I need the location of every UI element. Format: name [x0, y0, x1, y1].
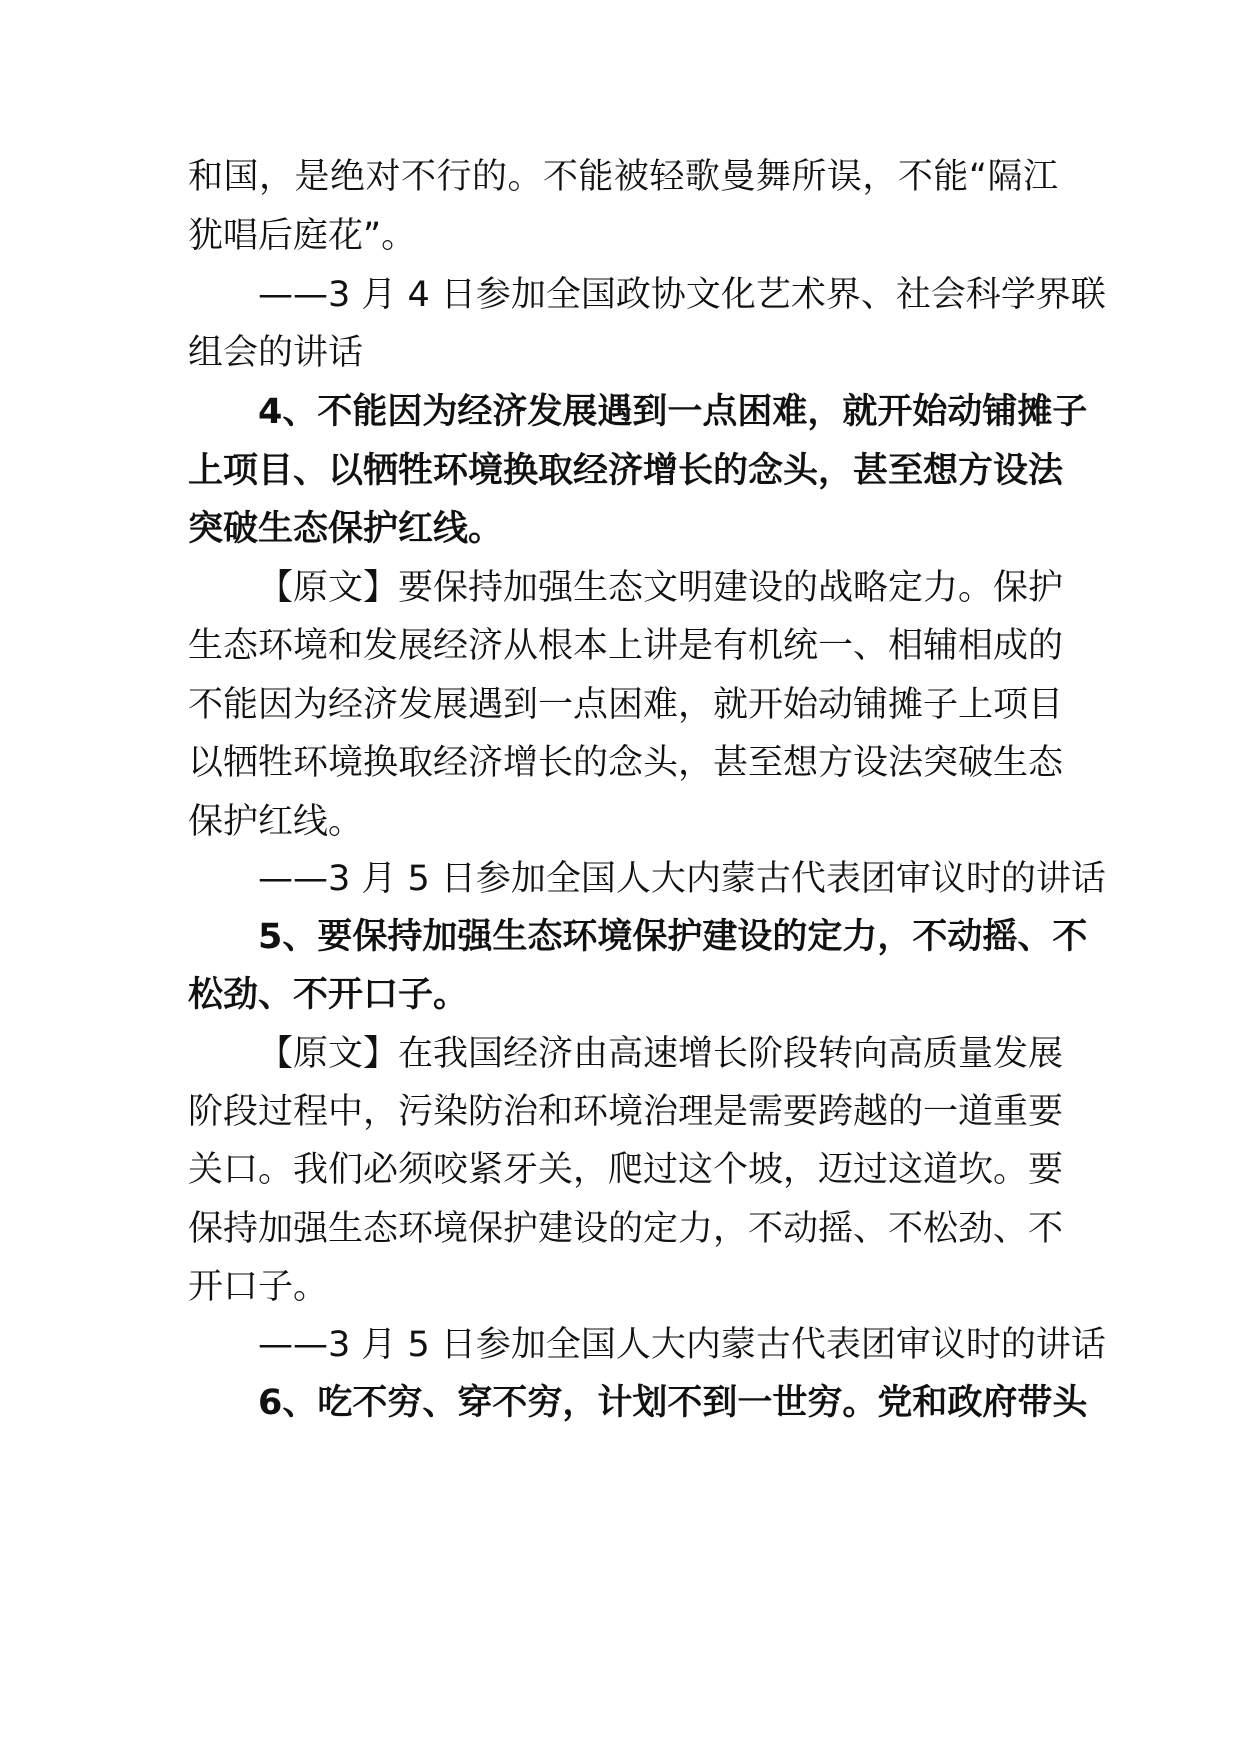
body-text-line: 和国，是绝对不行的。不能被轻歌曼舞所误，不能“隔江: [188, 157, 1058, 197]
section-heading-4: 突破生态保护红线。: [188, 509, 504, 549]
original-text-paragraph: 【原文】在我国经济由高速增长阶段转向高质量发展: [258, 1034, 1064, 1074]
original-text-paragraph: 生态环境和发展经济从根本上讲是有机统一、相辅相成的: [188, 626, 1064, 666]
source-attribution-line: ——3 月 5 日参加全国人大内蒙古代表团审议时的讲话: [258, 1325, 1106, 1365]
section-heading-5: 5、要保持加强生态环境保护建设的定力，不动摇、不: [258, 917, 1088, 957]
original-text-paragraph: 开口子。: [188, 1267, 329, 1307]
original-text-paragraph: 阶段过程中，污染防治和环境治理是需要跨越的一道重要: [188, 1092, 1064, 1132]
source-attribution-line: ——3 月 5 日参加全国人大内蒙古代表团审议时的讲话: [258, 859, 1106, 899]
original-text-paragraph: 关口。我们必须咬紧牙关，爬过这个坡，迈过这道坎。要: [188, 1150, 1064, 1190]
section-heading-4: 上项目、以牺牲环境换取经济增长的念头，甚至想方设法: [188, 451, 1064, 491]
source-attribution-line: ——3 月 4 日参加全国政协文化艺术界、社会科学界联: [258, 275, 1106, 315]
body-text-line: 犹唱后庭花”。: [188, 216, 417, 256]
section-heading-4: 4、不能因为经济发展遇到一点困难，就开始动铺摊子: [258, 392, 1088, 432]
original-text-paragraph: 【原文】要保持加强生态文明建设的战略定力。保护: [258, 568, 1064, 608]
original-text-paragraph: 不能因为经济发展遇到一点困难，就开始动铺摊子上项目: [188, 685, 1064, 725]
section-heading-5: 松劲、不开口子。: [188, 975, 469, 1015]
original-text-paragraph: 以牺牲环境换取经济增长的念头，甚至想方设法突破生态: [188, 743, 1064, 783]
original-text-paragraph: 保护红线。: [188, 802, 364, 842]
section-heading-6: 6、吃不穷、穿不穷，计划不到一世穷。党和政府带头: [258, 1383, 1088, 1423]
original-text-paragraph: 保持加强生态环境保护建设的定力，不动摇、不松劲、不: [188, 1209, 1064, 1249]
source-attribution-line: 组会的讲话: [188, 333, 364, 373]
